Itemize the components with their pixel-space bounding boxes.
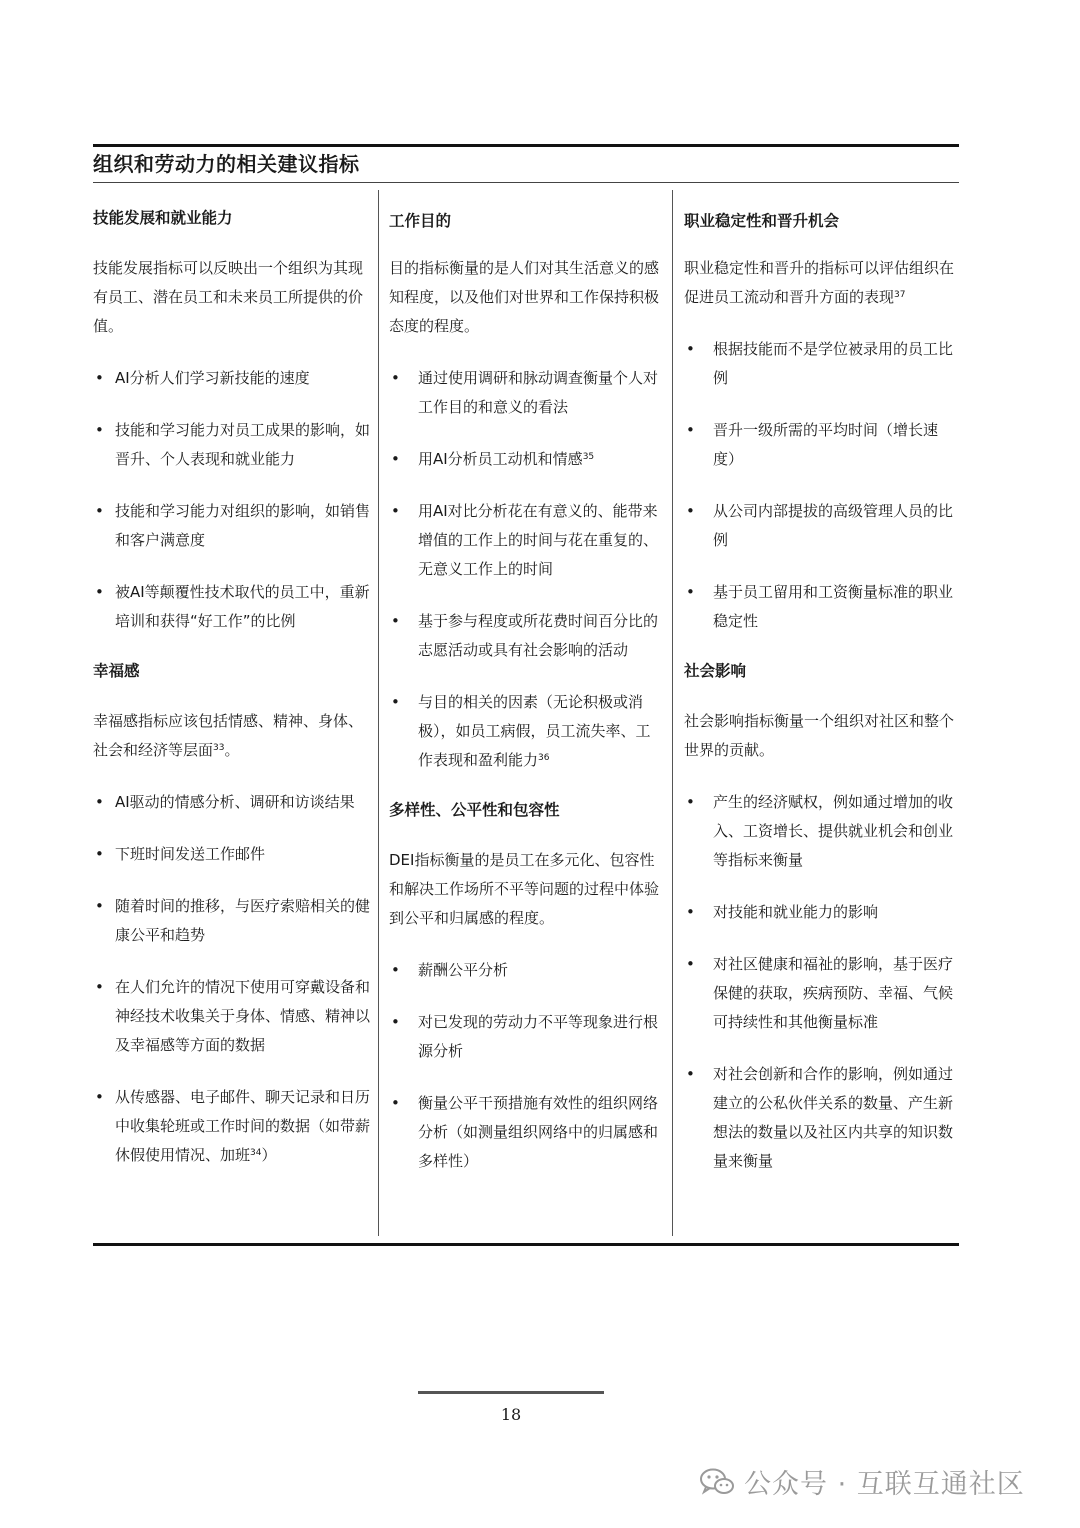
list-item: • 技能和学习能力对组织的影响，如销售和客户满意度	[93, 497, 375, 555]
list-item: • 通过使用调研和脉动调查衡量个人对工作目的和意义的看法	[389, 364, 663, 422]
footnote-ref: 36	[538, 753, 550, 763]
list-item: • 根据技能而不是学位被录用的员工比例	[684, 335, 959, 393]
column-skills-wellbeing	[93, 196, 375, 1170]
bullet-list-career	[684, 335, 959, 636]
list-item: • AI驱动的情感分析、调研和访谈结果	[93, 788, 375, 817]
list-item: • 对技能和就业能力的影响	[684, 898, 959, 927]
footnote-ref: 35	[582, 452, 595, 462]
column-divider	[672, 190, 673, 1236]
list-item: • 从公司内部提拔的高级管理人员的比例	[684, 497, 959, 555]
title-top-rule	[93, 144, 959, 147]
bullet-list-social	[684, 788, 959, 1176]
watermark-text: 公众号 · 互联互通社区	[744, 1469, 1025, 1500]
list-item: • 基于参与程度或所花费时间百分比的志愿活动或具有社会影响的活动	[389, 607, 663, 665]
section-heading-purpose: 工作目的	[389, 212, 452, 230]
section-heading-career: 职业稳定性和晋升机会	[684, 212, 840, 230]
intro-text: 幸福感指标应该包括情感、精神、身体、社会和经济等层面	[93, 712, 364, 759]
list-item: • 基于员工留用和工资衡量标准的职业稳定性	[684, 578, 959, 636]
section-heading-dei: 多样性、公平性和包容性	[389, 801, 560, 819]
list-item: • 晋升一级所需的平均时间（增长速度）	[684, 416, 959, 474]
bullet-list-purpose	[389, 364, 663, 775]
footnote-ref: 33	[213, 743, 225, 753]
section-heading-wellbeing: 幸福感	[93, 662, 140, 680]
list-item: • 用AI对比分析花在有意义的、能带来增值的工作上的时间与花在重复的、无意义工作上的时间	[389, 497, 663, 584]
section-intro-dei: DEI指标衡量的是员工在多元化、包容性和解决工作场所不平等问题的过程中体验到公平和归属感的程度。	[389, 851, 660, 927]
section-intro-social: 社会影响指标衡量一个组织对社区和整个世界的贡献。	[684, 712, 955, 759]
section-intro-career	[684, 254, 959, 312]
list-item-text-end: ）	[261, 1146, 277, 1164]
list-item-text: 从传感器、电子邮件、聊天记录和日历中收集轮班或工作时间的数据（如带薪休假使用情况、加班	[115, 1088, 371, 1164]
section-intro-wellbeing	[93, 707, 375, 765]
section-heading-skills: 技能发展和就业能力	[93, 209, 233, 227]
footnote-ref: 34	[250, 1148, 262, 1158]
intro-text-end: 。	[224, 741, 240, 759]
intro-text: 职业稳定性和晋升的指标可以评估组织在促进员工流动和晋升方面的表现	[684, 259, 955, 306]
list-item	[389, 688, 663, 775]
watermark	[700, 1462, 1025, 1501]
section-intro-skills: 技能发展指标可以反映出一个组织为其现有员工、潜在员工和未来员工所提供的价值。	[93, 259, 364, 335]
list-item: • 对已发现的劳动力不平等现象进行根源分析	[389, 1008, 663, 1066]
list-item: • 对社区健康和福祉的影响，基于医疗保健的获取，疾病预防、幸福、气候可持续性和其他衡量标准	[684, 950, 959, 1037]
list-item: • 产生的经济赋权，例如通过增加的收入、工资增长、提供就业机会和创业等指标来衡量	[684, 788, 959, 875]
list-item: • 薪酬公平分析	[389, 956, 663, 985]
list-item: • 随着时间的推移，与医疗索赔相关的健康公平和趋势	[93, 892, 375, 950]
page-number: 18	[500, 1405, 522, 1424]
column-divider	[378, 190, 379, 1236]
list-item: • 下班时间发送工作邮件	[93, 840, 375, 869]
bullet-list-wellbeing	[93, 788, 375, 1170]
column-career-social	[684, 196, 959, 1176]
list-item	[93, 1083, 375, 1170]
wechat-icon	[700, 1468, 734, 1496]
list-item: • 对社会创新和合作的影响，例如通过建立的公私伙伴关系的数量、产生新想法的数量以及社区内共享的知识数量来衡量	[684, 1060, 959, 1176]
footer-rule	[418, 1391, 604, 1394]
section-heading-social: 社会影响	[684, 662, 747, 680]
list-item: • 技能和学习能力对员工成果的影响，如晋升、个人表现和就业能力	[93, 416, 375, 474]
page-title: 组织和劳动力的相关建议指标	[93, 152, 360, 176]
column-purpose-dei	[389, 196, 663, 1176]
list-item-text: 与目的相关的因素（无论积极或消极），如员工病假，员工流失率、工作表现和盈利能力	[418, 693, 651, 769]
footnote-ref: 37	[894, 290, 906, 300]
table-bottom-rule	[93, 1243, 959, 1246]
title-bottom-rule	[93, 182, 959, 183]
list-item: • AI分析人们学习新技能的速度	[93, 364, 375, 393]
list-item: • 衡量公平干预措施有效性的组织网络分析（如测量组织网络中的归属感和多样性）	[389, 1089, 663, 1176]
list-item: • 在人们允许的情况下使用可穿戴设备和神经技术收集关于身体、情感、精神以及幸福感等方面的数据	[93, 973, 375, 1060]
list-item	[389, 445, 663, 474]
list-item-text: 用AI分析员工动机和情感	[418, 450, 583, 468]
bullet-list-skills	[93, 364, 375, 636]
section-intro-purpose: 目的指标衡量的是人们对其生活意义的感知程度，以及他们对世界和工作保持积极态度的程度。	[389, 259, 660, 335]
list-item: • 被AI等颠覆性技术取代的员工中，重新培训和获得“好工作”的比例	[93, 578, 375, 636]
bullet-list-dei	[389, 956, 663, 1176]
